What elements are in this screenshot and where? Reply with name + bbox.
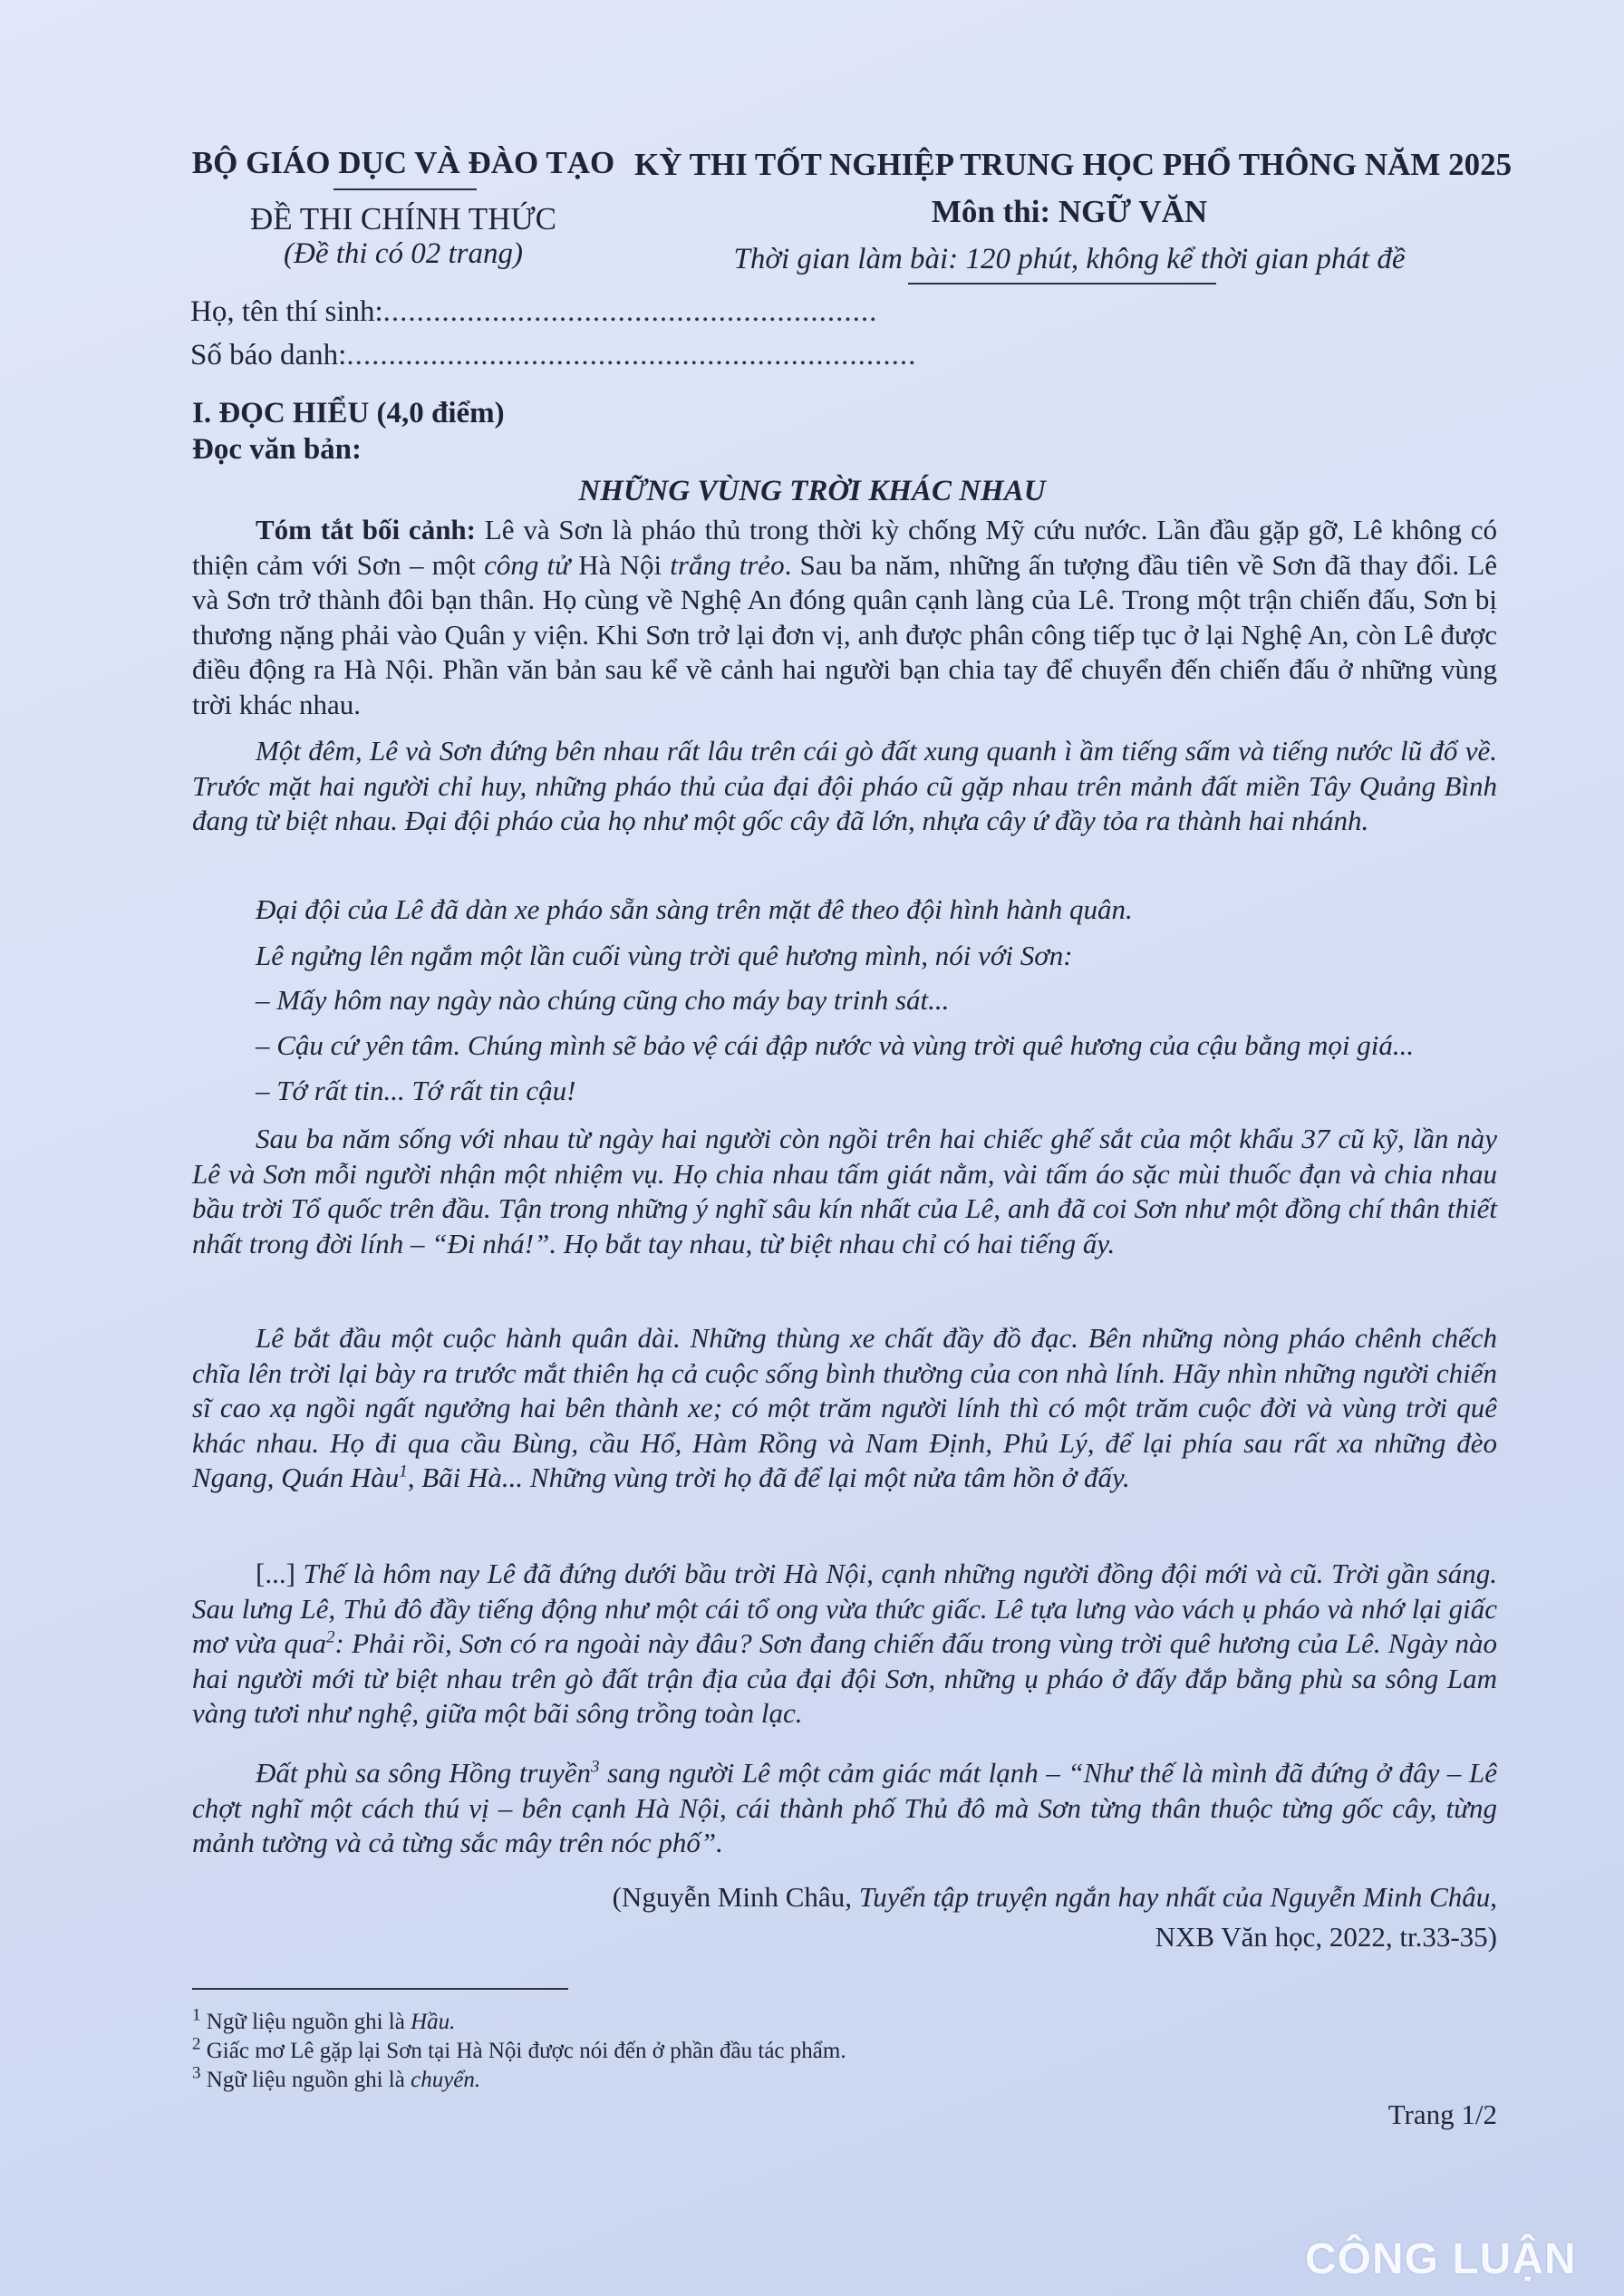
time-note: Thời gian làm bài: 120 phút, không kể thời gian phát đề [733, 243, 1406, 275]
summary-text-1: Lê và Sơn là pháo thủ trong thời kỳ chống Mỹ cứu nước. Lần đầu gặp gỡ, Lê không có thiện cảm với Sơn – một [192, 514, 1497, 581]
footnote-3-text: Ngữ liệu nguồn ghi là [200, 2068, 411, 2092]
footnote-2-num: 2 [192, 2034, 201, 2054]
footnote-1-text: Ngữ liệu nguồn ghi là [200, 2010, 411, 2034]
ministry-name: BỘ GIÁO DỤC VÀ ĐÀO TẠO [191, 145, 615, 180]
para4-bracket: [...] [256, 1558, 295, 1589]
footnote-2-text: Giấc mơ Lê gặp lại Sơn tại Hà Nội được nói đến ở phần đầu tác phẩm. [200, 2039, 846, 2063]
story-line-2: Lê ngửng lên ngắm một lần cuối vùng trời quê hương mình, nói với Sơn: [256, 940, 1073, 971]
story-title: NHỮNG VÙNG TRỜI KHÁC NHAU [578, 475, 1046, 507]
story-paragraph-1: Một đêm, Lê và Sơn đứng bên nhau rất lâu trên cái gò đất xung quanh ì ầm tiếng sấm và tiếng nước lũ đổ về. Trước mặt hai người chỉ huy, những pháo thủ của đại đội pháo cũ gặp nhau trên mảnh đất miền Tây Quảng Bình đang từ biệt nhau. Đại đội pháo của họ như một gốc cây đã lớn, nhựa cây ứ đầy tỏa ra thành hai nhánh. [192, 735, 1497, 836]
publisher-watermark [1305, 2234, 1609, 2285]
story-line-5: – Tớ rất tin... Tớ rất tin cậu! [256, 1075, 576, 1106]
ministry-underline [334, 188, 477, 190]
candidate-id-label: Số báo danh: [190, 339, 347, 371]
footnote-3 [192, 2063, 481, 2093]
watermark-logo-text: CÔNG LUẬN [1305, 2235, 1577, 2283]
section-heading: I. ĐỌC HIỂU (4,0 điểm) [192, 397, 505, 429]
summary-em-2: trắng trẻo [670, 548, 785, 581]
candidate-id-dots: .................................................................... [346, 339, 917, 371]
summary-lead: Tóm tắt bối cảnh: [256, 514, 476, 545]
summary-text-3: . Sau ba năm, những ấn tượng đầu tiên về Sơn đã thay đổi. Lê và Sơn trở thành đôi bạn thân. Họ cùng về Nghệ An đóng quân cạnh làng của Lê. Trong một trận chiến đấu, Sơn bị thương nặng phải vào Quân y viện. Khi Sơn trở lại đơn vị, anh được phân công tiếp tục ở lại Nghệ An, còn Lê được điều động ra Hà Nội. Phần văn bản sau kể về cảnh hai người bạn chia tay để chuyển đến chiến đấu ở những vùng trời khác nhau. [192, 548, 1497, 720]
candidate-id-field [190, 339, 916, 372]
story-line-3: – Mấy hôm nay ngày nào chúng cũng cho máy bay trinh sát... [256, 984, 950, 1016]
exam-name: KỲ THI TỐT NGHIỆP TRUNG HỌC PHỔ THÔNG NĂM 2025 [634, 147, 1513, 182]
story-paragraph-2: Sau ba năm sống với nhau từ ngày hai người còn ngồi trên hai chiếc ghế sắt của một khẩu 37 cũ kỹ, lần này Lê và Sơn mỗi người nhận một nhiệm vụ. Họ chia nhau tấm giát nằm, vài tấm áo sặc mùi thuốc đạn và chia nhau bầu trời Tổ quốc trên đầu. Tận trong những ý nghĩ sâu kín nhất của Lê, anh đã coi Sơn như một đồng chí thân thiết nhất trong đời lính – “Đi nhá!”. Họ bắt tay nhau, từ biệt nhau chỉ có hai tiếng ấy. [192, 1123, 1497, 1259]
footnote-ref-3: 3 [591, 1757, 600, 1777]
story-paragraph-3 [192, 1321, 1497, 1496]
para5-text-2: sang người Lê một cảm giác mát lạnh – “Như thế là mình đã đứng ở đây – Lê chợt nghĩ một cách thú vị – bên cạnh Hà Nội, cái thành phố Thủ đô mà Sơn từng thân thuộc từng gốc cây, từng mảnh tường và cả từng sắc mây trên nóc phố”. [192, 1757, 1497, 1858]
summary-text-2: Hà Nội [570, 548, 671, 581]
footnote-1 [192, 2005, 456, 2035]
summary-em-1: công tử [484, 548, 571, 581]
official-label: ĐỀ THI CHÍNH THỨC [250, 201, 556, 236]
footnote-1-em: Hầu. [411, 2010, 456, 2034]
story-paragraph-5 [192, 1756, 1497, 1861]
footnote-2 [192, 2034, 846, 2064]
subject-name: NGỮ VĂN [1058, 194, 1208, 229]
footnote-divider [192, 1988, 568, 1990]
footnote-3-em: chuyển. [411, 2068, 481, 2092]
citation-line-2: NXB Văn học, 2022, tr.33-35) [1155, 1921, 1497, 1953]
section-instruction: Đọc văn bản: [192, 433, 362, 466]
story-line-1: Đại đội của Lê đã dàn xe pháo sẵn sàng trên mặt đê theo đội hình hành quân. [256, 893, 1133, 925]
time-underline [908, 283, 1216, 285]
citation-line-1 [613, 1881, 1497, 1914]
candidate-name-label: Họ, tên thí sinh: [190, 295, 383, 328]
footnote-ref-1: 1 [399, 1462, 408, 1481]
citation-work: Tuyển tập truyện ngắn hay nhất của Nguyễn Minh Châu [858, 1881, 1491, 1913]
pages-note: (Đề thi có 02 trang) [284, 237, 523, 270]
summary-paragraph [192, 513, 1497, 722]
footnote-1-num: 1 [192, 2005, 201, 2025]
para3-text-2: , Bãi Hà... Những vùng trời họ đã để lại một nửa tâm hồn ở đấy. [407, 1462, 1130, 1493]
para5-text-1: Đất phù sa sông Hồng truyền [256, 1757, 592, 1789]
story-line-4: – Cậu cứ yên tâm. Chúng mình sẽ bảo vệ cái đập nước và vùng trời quê hương của cậu bằng mọi giá... [256, 1029, 1415, 1061]
subject-line [634, 194, 1504, 230]
story-paragraph-4 [192, 1557, 1497, 1732]
candidate-name-field [190, 295, 877, 329]
para4-text-1: Thế là hôm nay Lê đã đứng dưới bầu trời Hà Nội, cạnh những người đồng đội mới và cũ. Trời gần sáng. Sau lưng Lê, Thủ đô đầy tiếng động như một cái tổ ong vừa thức giấc. Lê tựa lưng vào vách ụ pháo và nhớ lại giấc mơ vừa qua [192, 1558, 1497, 1659]
footnote-ref-2: 2 [326, 1627, 335, 1647]
citation-tail: , [1490, 1881, 1497, 1913]
candidate-name-dots: ........................................................... [382, 295, 878, 328]
para3-text-1: Lê bắt đầu một cuộc hành quân dài. Những thùng xe chất đầy đồ đạc. Bên những nòng pháo chênh chếch chĩa lên trời lại bày ra trước mắt thiên hạ cả cuộc sống bình thường của con nhà lính. Hãy nhìn những người chiến sĩ cao xạ ngồi ngất ngưởng hai bên thành xe; có một trăm người lính thì có một trăm cuộc đời và vùng trời quê khác nhau. Họ đi qua cầu Bùng, cầu Hổ, Hàm Rồng và Nam Định, Phủ Lý, để lại phía sau rất xa những đèo Ngang, Quán Hàu [192, 1322, 1497, 1493]
citation-author: (Nguyễn Minh Châu, [612, 1881, 859, 1913]
para4-text-2: : Phải rồi, Sơn có ra ngoài này đâu? Sơn đang chiến đấu trong vùng trời quê hương của Lê. Ngày nào hai người mới từ biệt nhau trên gò đất trận địa của đại đội Sơn, những ụ pháo ở đấy đắp bằng phù sa sông Lam vàng tươi như nghệ, giữa một bãi sông trồng toàn lạc. [192, 1627, 1497, 1729]
footnote-3-num: 3 [192, 2063, 201, 2083]
subject-label: Môn thi: [931, 194, 1051, 229]
page-number: Trang 1/2 [1387, 2098, 1497, 2130]
